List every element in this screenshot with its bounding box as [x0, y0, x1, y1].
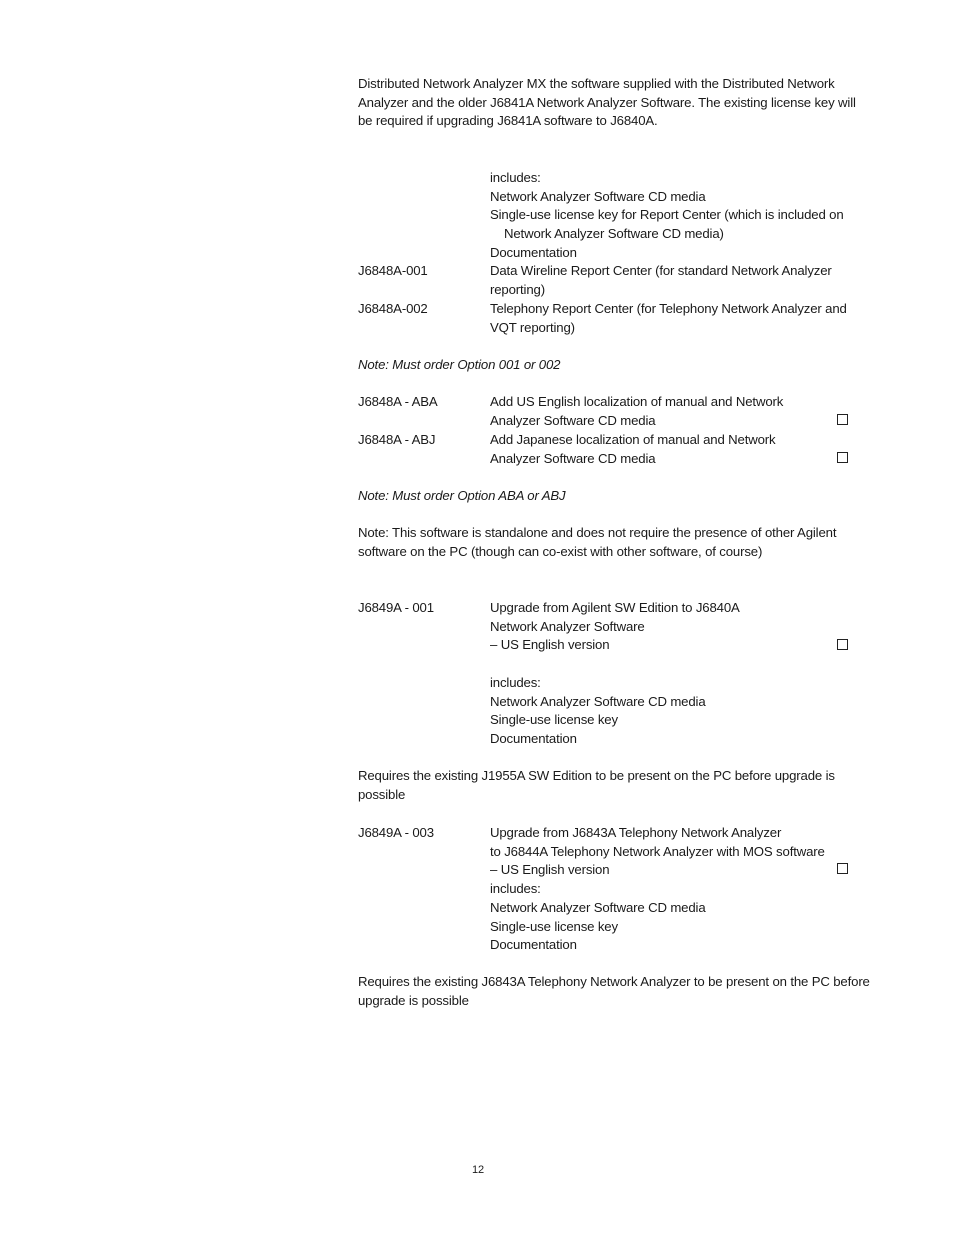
requirement-line: Requires the existing J1955A SW Edition to be present on the PC before upgrade is	[358, 768, 835, 783]
option-code-abj: J6848A - ABJ	[358, 432, 436, 447]
includes-item: Network Analyzer Software CD media	[490, 899, 706, 915]
option-desc-line: Add US English localization of manual and Network	[490, 394, 784, 409]
includes-heading: includes:	[490, 675, 541, 690]
includes-item: Single-use license key	[490, 918, 618, 934]
includes-item: Network Analyzer Software CD media)	[504, 226, 724, 242]
option-desc-002	[490, 300, 847, 337]
option-code-j6849a-001: J6849A - 001	[358, 600, 434, 615]
option-desc-line: Analyzer Software CD media	[490, 450, 656, 466]
includes-item: Single-use license key for Report Center (which is included on	[490, 207, 844, 223]
checkbox-j6849a-001[interactable]	[837, 639, 848, 650]
includes-item: Documentation	[490, 937, 577, 953]
page-number: 12	[472, 1164, 484, 1176]
option-desc-line: Add Japanese localization of manual and Network	[490, 432, 776, 447]
j6848a-includes	[490, 169, 844, 263]
includes-heading: includes:	[490, 170, 541, 185]
checkbox-aba[interactable]	[837, 414, 848, 425]
option-desc-j6849a-003	[490, 824, 825, 955]
option-desc-line: Telephony Report Center (for Telephony Network Analyzer and	[490, 301, 847, 316]
option-desc-line: – US English version	[490, 637, 610, 653]
includes-item: Documentation	[490, 731, 577, 747]
option-desc-aba	[490, 393, 783, 430]
option-code-aba: J6848A - ABA	[358, 394, 438, 409]
requirement-line: Requires the existing J6843A Telephony Network Analyzer to be present on the PC before	[358, 974, 870, 989]
option-desc-line: VQT reporting)	[490, 319, 575, 335]
includes-item: Network Analyzer Software CD media	[490, 693, 706, 709]
intro-line: be required if upgrading J6841A software to J6840A.	[358, 113, 658, 129]
option-desc-line: Network Analyzer Software	[490, 618, 645, 634]
intro-line: Distributed Network Analyzer MX the software supplied with the Distributed Network	[358, 76, 835, 91]
option-desc-line: Analyzer Software CD media	[490, 412, 656, 428]
includes-item: Documentation	[490, 244, 577, 260]
includes-item: Single-use license key	[490, 712, 618, 728]
option-desc-001	[490, 262, 832, 299]
option-desc-line: reporting)	[490, 281, 545, 297]
option-desc-line: Upgrade from J6843A Telephony Network Analyzer	[490, 825, 782, 840]
option-code-002: J6848A-002	[358, 301, 428, 316]
option-code-001: J6848A-001	[358, 263, 428, 278]
j6849a-003-requirement	[358, 973, 870, 1010]
j6849a-001-includes	[490, 674, 706, 749]
note-option-001-002: Note: Must order Option 001 or 002	[358, 357, 561, 372]
checkbox-j6849a-003[interactable]	[837, 863, 848, 874]
option-desc-line: to J6844A Telephony Network Analyzer with MOS software	[490, 843, 825, 859]
option-desc-line: Upgrade from Agilent SW Edition to J6840A	[490, 600, 740, 615]
option-code-j6849a-003: J6849A - 003	[358, 825, 434, 840]
requirement-line: upgrade is possible	[358, 992, 469, 1008]
note-standalone	[358, 524, 858, 561]
option-desc-line: Data Wireline Report Center (for standard Network Analyzer	[490, 263, 832, 278]
option-desc-line: – US English version	[490, 862, 610, 878]
intro-line: Analyzer and the older J6841A Network Analyzer Software. The existing license key will	[358, 94, 856, 110]
option-desc-j6849a-001	[490, 599, 740, 655]
note-line: software on the PC (though can co-exist with other software, of course)	[358, 543, 763, 559]
note-line: Note: This software is standalone and does not require the presence of other Agilent	[358, 525, 837, 540]
includes-item: Network Analyzer Software CD media	[490, 188, 706, 204]
intro-paragraph	[358, 75, 858, 131]
checkbox-abj[interactable]	[837, 452, 848, 463]
includes-heading: includes:	[490, 881, 541, 897]
note-option-aba-abj: Note: Must order Option ABA or ABJ	[358, 488, 566, 503]
option-desc-abj	[490, 431, 775, 468]
j6849a-001-requirement	[358, 767, 858, 804]
requirement-line: possible	[358, 786, 406, 802]
